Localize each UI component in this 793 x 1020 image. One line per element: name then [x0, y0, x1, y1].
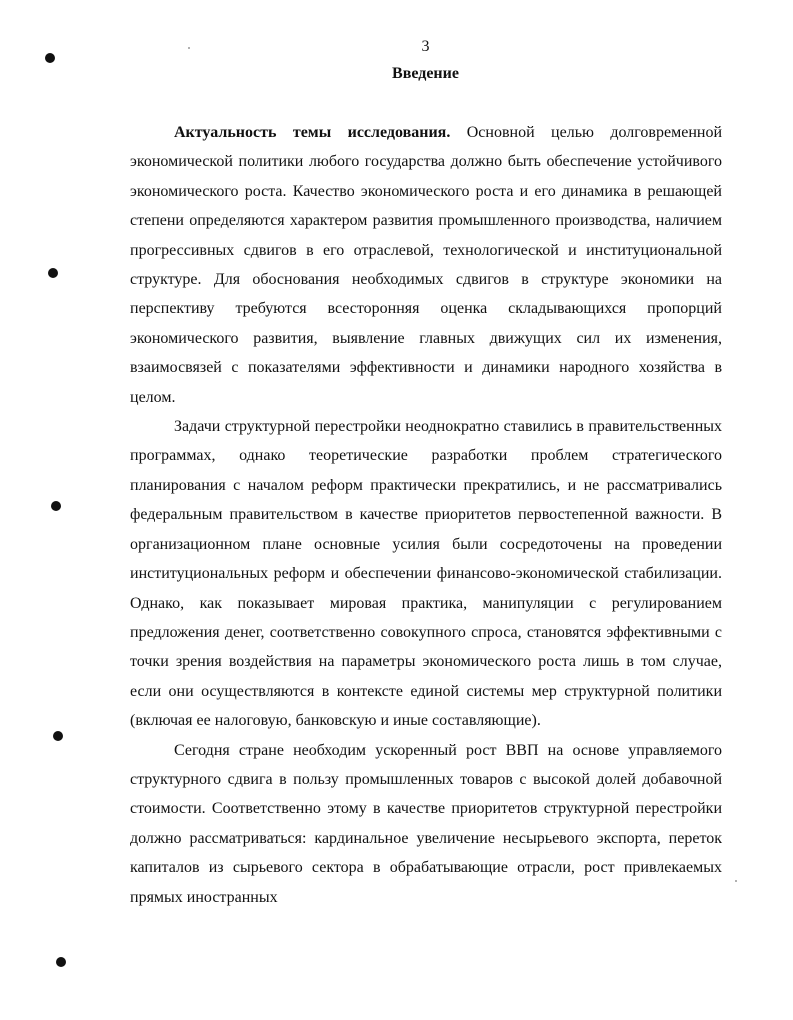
paragraph [130, 412, 722, 735]
body-text [130, 118, 722, 912]
page-number: 3 [421, 38, 430, 55]
paragraph [130, 118, 722, 412]
scan-speck [735, 880, 737, 882]
paragraph-lead: Актуальность темы исследования. [174, 124, 451, 141]
paragraph-text: Основной целью долговременной экономической политики любого государства должно быть обеспечение устойчивого экономического роста. Качество экономического роста и его динамика в решающей степени определяются характером развития промышленного производства, наличием прогрессивных сдвигов в его отраслевой, технологической и институциональной структуре. Для обоснования необходимых сдвигов в структуре экономики на перспективу требуются всесторонняя оценка складывающихся пропорций экономического развития, выявление главных движущих сил их изменения, взаимосвязей с показателями эффективности и динамики народного хозяйства в целом. [130, 124, 723, 406]
binding-hole-mark [53, 731, 63, 741]
binding-hole-mark [48, 268, 58, 278]
paragraph-text: Сегодня стране необходим ускоренный рост ВВП на основе управляемого структурного сдвига в пользу промышленных товаров с высокой долей добавочной стоимости. Соответственно этому в качестве приоритетов структурной перестройки должно рассматриваться: кардинальное увеличение несырьевого экспорта, переток капиталов из сырьевого сектора в обрабатывающие отрасли, рост привлекаемых прямых иностранных [130, 741, 722, 906]
paragraph-text: Задачи структурной перестройки неоднократно ставились в правительственных программах, однако теоретические разработки проблем стратегического планирования с началом реформ практически прекратились, и не рассматривались федеральным правительством в качестве приоритетов первостепенной важности. В организационном плане основные усилия были сосредоточены на проведении институциональных реформ и обеспечении финансово-экономической стабилизации. Однако, как показывает мировая практика, манипуляции с регулированием предложения денег, соответственно совокупного спроса, становятся эффективными с точки зрения воздействия на параметры экономического роста лишь в том случае, если они осуществляются в контексте единой системы мер структурной политики (включая ее налоговую, банковскую и иные составляющие). [130, 418, 722, 730]
page-heading: Введение [392, 65, 459, 82]
paragraph [130, 736, 722, 912]
binding-hole-mark [51, 501, 61, 511]
binding-hole-mark [56, 957, 66, 967]
